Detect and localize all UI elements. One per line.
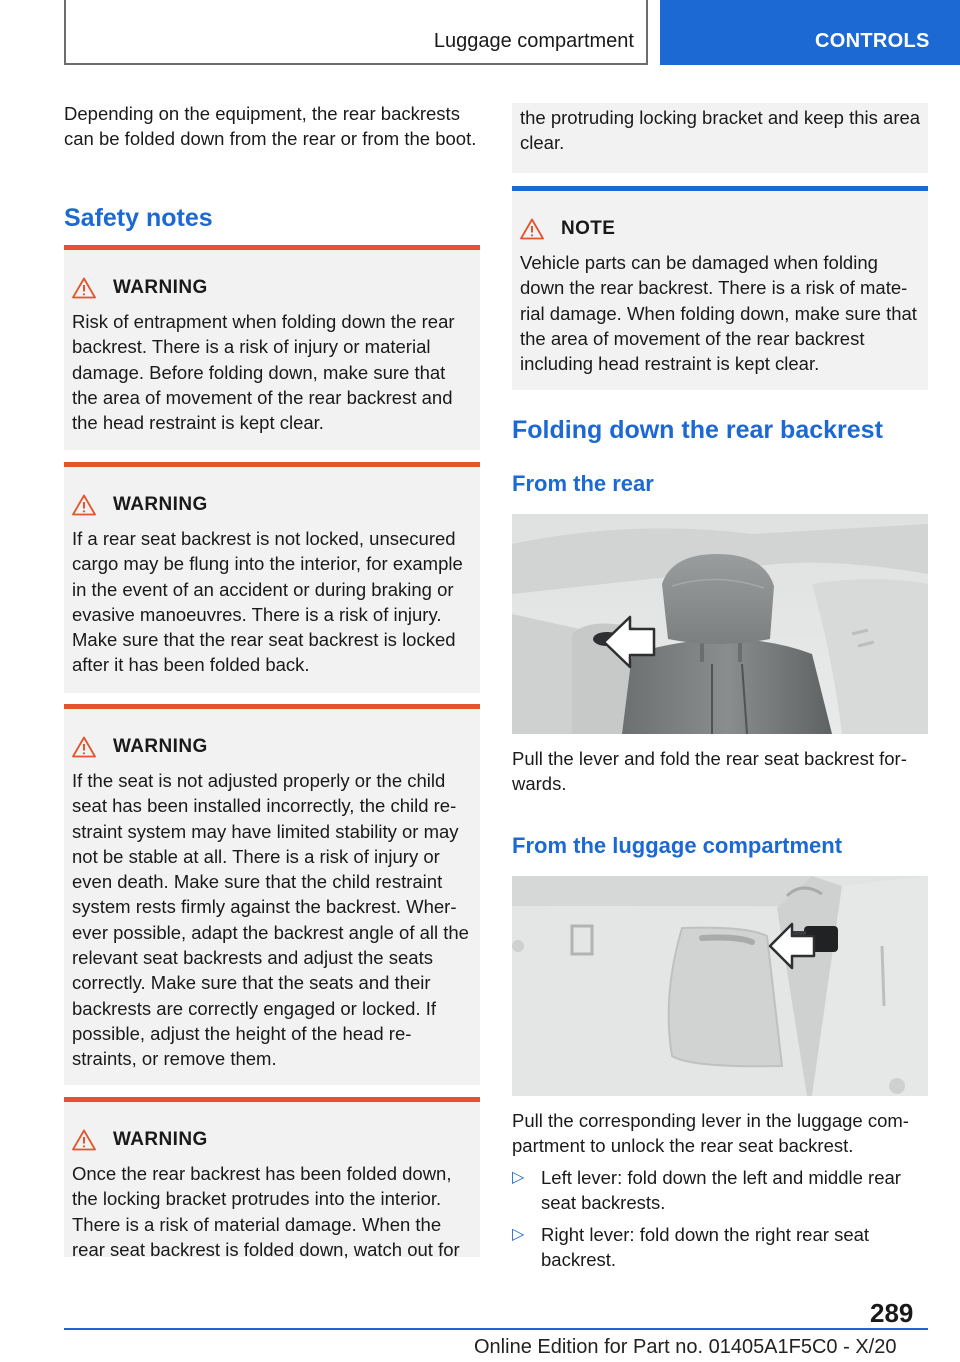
- list-item: [512, 1165, 928, 1217]
- note-box: [512, 186, 928, 390]
- caution-triangle-icon: [520, 218, 544, 240]
- warning-box-3: [64, 704, 480, 1085]
- warning-text: Once the rear backrest has been folded down, the locking bracket protrudes into the interior. There is a risk of material damage. When the rear seat backrest is folded down, watch out for: [72, 1163, 460, 1260]
- warning-header: [72, 277, 208, 299]
- warning-box-continued: [512, 103, 928, 173]
- note-header: [520, 218, 615, 240]
- warning-box-1: [64, 245, 480, 450]
- warning-text: If the seat is not adjusted properly or the child seat has been installed incorrectly, the child re- straint system may have limited stability or may not be stable at all. There is a risk of injury or even death. Make sure that the child restraint system rests firmly against the backrest. Wher- ever possible, adapt the backrest angle of all the relevant seat backrests and adjust the seats correctly. Make sure that the seats and their backrests are correctly engaged or locked. If possible, adjust the height of the head re- straints, or remove them.: [72, 770, 469, 1070]
- list-item-text: Left lever: fold down the left and middle rear seat backrests.: [541, 1167, 901, 1214]
- header-chapter-tab: [660, 0, 960, 65]
- from-rear-instruction: Pull the lever and fold the rear seat backrest for- wards.: [512, 748, 907, 795]
- note-label: NOTE: [561, 218, 616, 239]
- page-number: 289: [870, 1298, 914, 1328]
- header-section-title: Luggage compartment: [433, 30, 634, 52]
- triangle-bullet-icon: ▷: [512, 1226, 525, 1243]
- intro-paragraph: Depending on the equipment, the rear backrests can be folded down from the rear or from the boot.: [64, 103, 477, 150]
- header-section-tab: [64, 0, 648, 65]
- header-chapter-title: CONTROLS: [815, 30, 930, 52]
- warning-text: Risk of entrapment when folding down the rear backrest. There is a risk of injury or material damage. Before folding down, make sure that the area of movement of the rear backrest and the head restraint is kept clear.: [72, 311, 455, 434]
- warning-text: If a rear seat backrest is not locked, unsecured cargo may be flung into the interior, for example in the event of an accident or during braking or evasive manoeuvres. There is a risk of injury. Make sure that the rear seat backrest is locked after it has been folded back.: [72, 528, 463, 676]
- warning-triangle-icon: [72, 494, 96, 516]
- footer-edition-text: Online Edition for Part no. 01405A1F5C0 - X/20: [474, 1336, 897, 1358]
- warning-box-4: [64, 1097, 480, 1260]
- note-text: Vehicle parts can be damaged when folding down the rear backrest. There is a risk of mate- rial damage. When folding down, make sure that the area of movement of the rear backrest including head restraint is kept clear.: [520, 252, 917, 375]
- folding-heading: Folding down the rear backrest: [512, 416, 883, 444]
- warning-header: [72, 1129, 208, 1151]
- rear-backrest-illustration: [512, 514, 928, 734]
- warning-label: WARNING: [113, 736, 208, 757]
- warning-label: WARNING: [113, 494, 208, 515]
- from-luggage-instruction: Pull the corresponding lever in the luggage com- partment to unlock the rear seat backrest.: [512, 1110, 909, 1157]
- safety-notes-heading: Safety notes: [64, 204, 213, 232]
- warning-triangle-icon: [72, 736, 96, 758]
- triangle-bullet-icon: ▷: [512, 1169, 525, 1186]
- warning-continued-text: the protruding locking bracket and keep this area clear.: [520, 107, 921, 154]
- list-item-text: Right lever: fold down the right rear seat backrest.: [541, 1224, 870, 1271]
- luggage-lever-illustration: [512, 876, 928, 1096]
- warning-header: [72, 494, 208, 516]
- warning-label: WARNING: [113, 277, 208, 298]
- warning-label: WARNING: [113, 1129, 208, 1150]
- warning-header: [72, 736, 208, 758]
- footer-divider: [64, 1328, 928, 1330]
- from-luggage-heading: From the luggage compartment: [512, 833, 843, 858]
- warning-triangle-icon: [72, 1129, 96, 1151]
- warning-triangle-icon: [72, 277, 96, 299]
- list-item: [512, 1222, 928, 1274]
- from-rear-heading: From the rear: [512, 471, 654, 496]
- warning-box-2: [64, 462, 480, 693]
